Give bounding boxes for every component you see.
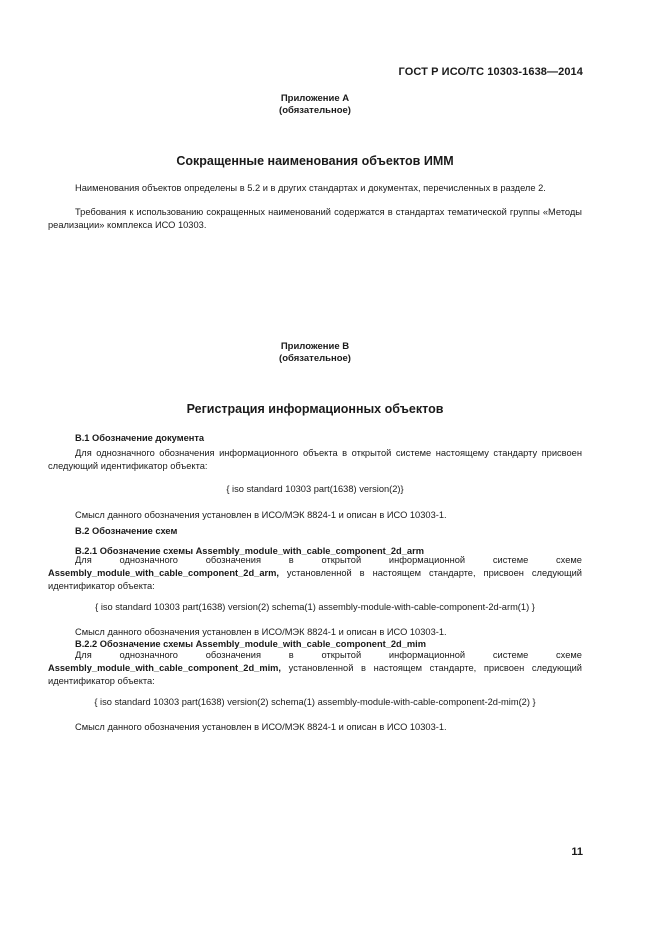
section-b22-heading: В.2.2 Обозначение схемы Assembly_module_with_cable_component_2d_mim: [75, 639, 427, 649]
section-b21-heading: В.2.1 Обозначение схемы Assembly_module_with_cable_component_2d_arm: [75, 546, 424, 556]
word: открытой: [321, 555, 362, 565]
word: обозначения: [205, 555, 262, 565]
word: однозначного: [119, 650, 178, 660]
annex-b-heading: [48, 341, 582, 365]
section-b1-heading: В.1 Обозначение документа: [75, 433, 205, 443]
section-b21-paragraph: [48, 554, 582, 594]
section-b21-rest: установленной в настоящем стандарте, присвоен следующий идентификатор объекта:: [48, 568, 582, 592]
annex-b-title: Регистрация информационных объектов: [186, 402, 444, 416]
word: информационной: [388, 555, 466, 565]
annex-a-heading: [48, 93, 582, 117]
word: схеме: [556, 555, 582, 565]
section-b22-continuation: [48, 662, 582, 688]
section-b22-rest: установленной в настоящем стандарте, присвоен следующий идентификатор объекта:: [48, 663, 582, 687]
word: в: [288, 650, 294, 660]
section-b22-first-line: [48, 649, 582, 662]
document-code: ГОСТ Р ИСО/ТС 10303-1638—2014: [398, 66, 583, 78]
word: обозначения: [205, 650, 262, 660]
section-b2-heading: В.2 Обозначение схем: [75, 526, 178, 536]
word: системе: [492, 650, 529, 660]
schema-name-mim: Assembly_module_with_cable_component_2d_mim,: [48, 663, 282, 674]
word: системе: [492, 555, 529, 565]
page-number: 11: [571, 846, 583, 858]
annex-a-title: Сокращенные наименования объектов ИММ: [176, 154, 454, 168]
schema-name-arm: Assembly_module_with_cable_component_2d_arm,: [48, 568, 279, 579]
section-b21-first-line: [48, 554, 582, 567]
annex-a-paragraph-1: Наименования объектов определены в 5.2 и в других стандартах и документах, перечисленных в разделе 2.: [75, 183, 546, 193]
section-b1-text: Для однозначного обозначения информационного объекта в открытой системе настоящему стандарту присвоен следующий идентификатор объекта:: [48, 448, 582, 472]
word: Для: [75, 555, 92, 565]
section-b21-continuation: [48, 567, 582, 593]
section-b1-identifier: { iso standard 10303 part(1638) version(2)}: [226, 484, 404, 494]
word: однозначного: [119, 555, 178, 565]
annex-a-paragraph-2: Требования к использованию сокращенных наименований содержатся в стандартах тематической группы «Методы реализации» комплекса ИСО 10303.: [48, 207, 582, 231]
word: информационной: [388, 650, 466, 660]
section-b22-note: Смысл данного обозначения установлен в ИСО/МЭК 8824-1 и описан в ИСО 10303-1.: [75, 722, 447, 732]
section-b21-note: Смысл данного обозначения установлен в ИСО/МЭК 8824-1 и описан в ИСО 10303-1.: [75, 627, 447, 637]
word: в: [288, 555, 294, 565]
section-b1-note: Смысл данного обозначения установлен в ИСО/МЭК 8824-1 и описан в ИСО 10303-1.: [75, 510, 447, 520]
annex-b-status: (обязательное): [279, 353, 351, 364]
word: схеме: [556, 650, 582, 660]
word: открытой: [321, 650, 362, 660]
section-b21-identifier: { iso standard 10303 part(1638) version(2) schema(1) assembly-module-with-cable-component-2d-arm(1) }: [95, 602, 535, 612]
word: Для: [75, 650, 92, 660]
section-b22-identifier: { iso standard 10303 part(1638) version(2) schema(1) assembly-module-with-cable-component-2d-mim(2) }: [94, 697, 536, 707]
annex-b-label: Приложение В: [280, 341, 350, 352]
annex-a-label: Приложение А: [280, 93, 350, 104]
section-b22-paragraph: [48, 649, 582, 689]
annex-a-status: (обязательное): [279, 105, 351, 116]
